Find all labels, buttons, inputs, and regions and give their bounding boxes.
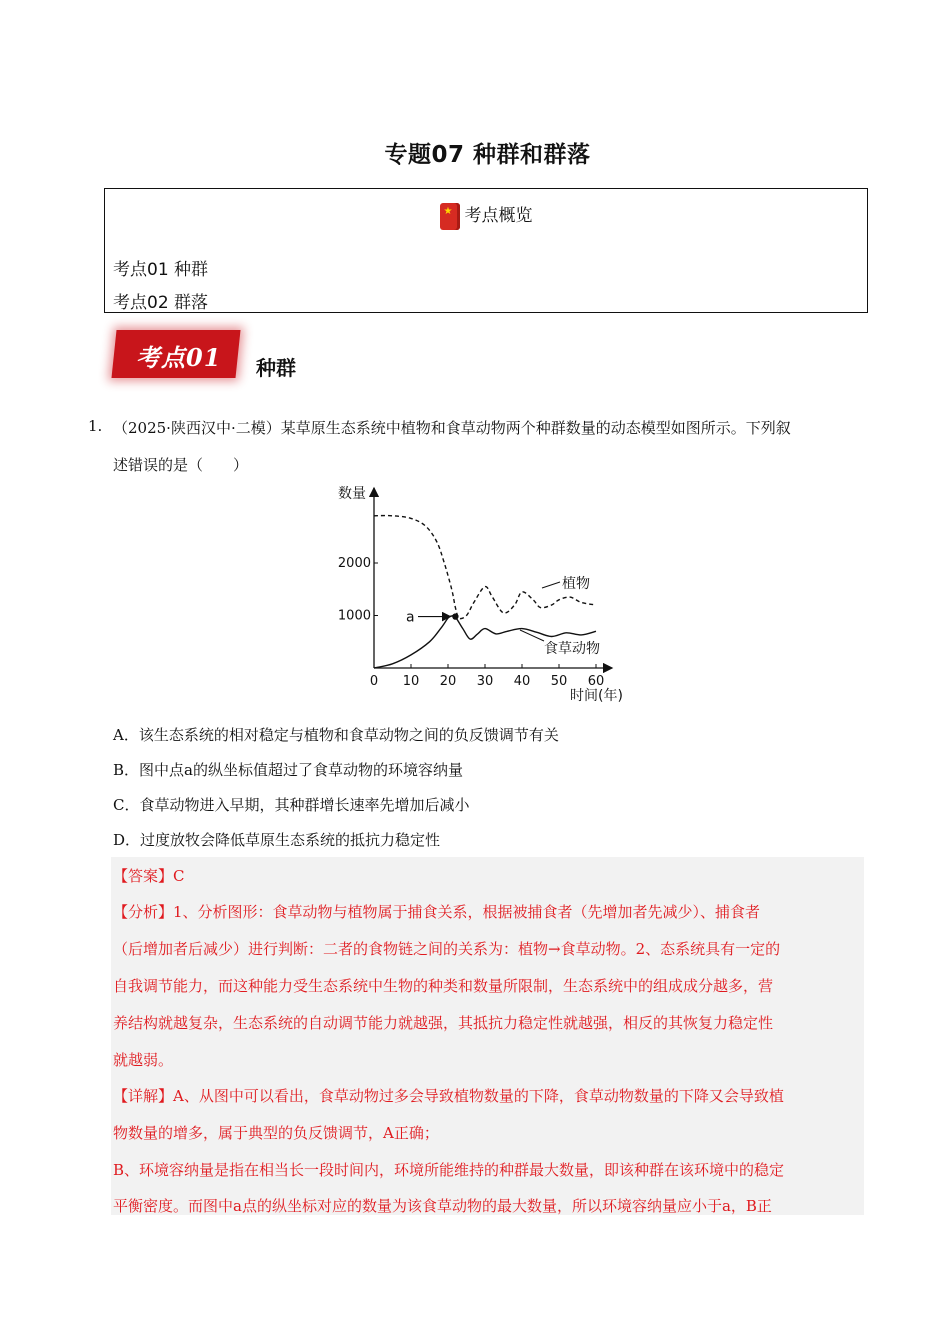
x-tick-label: 40 — [513, 674, 531, 689]
book-icon — [440, 203, 460, 230]
answer-line: 养结构就越复杂，生态系统的自动调节能力就越强，其抵抗力稳定性就越强，相反的其恢复力稳定性 — [113, 1014, 774, 1032]
overview-heading-row — [105, 201, 867, 230]
section-badge-label: 考点01 — [136, 343, 222, 372]
question-number: 1. — [88, 417, 103, 435]
answer-line: 【分析】1、分析图形：食草动物与植物属于捕食关系，根据被捕食者（先增加者先减少）、捕食者 — [113, 903, 761, 921]
y-axis-label: 数量 — [338, 486, 366, 502]
section-title: 种群 — [256, 356, 296, 380]
answer-line: 自我调节能力，而这种能力受生态系统中生物的种类和数量所限制，生态系统中的组成成分越多，营 — [113, 977, 774, 995]
question-stem-line-1: （2025·陕西汉中·二模）某草原生态系统中植物和食草动物两个种群数量的动态模型如图所示。下列叙 — [113, 419, 791, 437]
option-a: A．该生态系统的相对稳定与植物和食草动物之间的负反馈调节有关 — [113, 726, 559, 744]
page-title: 专题07 种群和群落 — [384, 142, 591, 168]
overview-heading: 考点概览 — [464, 206, 533, 226]
x-tick-label: 10 — [402, 674, 420, 689]
answer-line: 物数量的增多，属于典型的负反馈调节，A正确； — [113, 1124, 439, 1142]
option-c: C．食草动物进入早期，其种群增长速率先增加后减小 — [113, 796, 470, 814]
x-tick-label: 60 — [587, 674, 605, 689]
x-tick-label: 50 — [550, 674, 568, 689]
answer-line: 平衡密度。而图中a点的纵坐标对应的数量为该食草动物的最大数量，所以环境容纳量应小于a，B正 — [113, 1197, 772, 1215]
overview-item-1: 考点01 种群 — [113, 260, 209, 280]
answer-line: 就越弱。 — [113, 1051, 174, 1069]
y-tick-label: 2000 — [337, 556, 371, 571]
answer-line: B、环境容纳量是指在相当长一段时间内，环境所能维持的种群最大数量，即该种群在该环境中的稳定 — [113, 1161, 785, 1179]
option-d: D．过度放牧会降低草原生态系统的抵抗力稳定性 — [113, 831, 441, 849]
option-b: B．图中点a的纵坐标值超过了食草动物的环境容纳量 — [113, 761, 463, 779]
plant-series-line — [374, 516, 596, 619]
question-stem-line-2: 述错误的是（ ） — [113, 456, 249, 474]
x-tick-label: 0 — [369, 674, 379, 689]
x-tick-label: 30 — [476, 674, 494, 689]
plant-leader-line — [542, 582, 560, 588]
x-axis-label: 时间(年) — [570, 688, 623, 704]
point-a-marker — [452, 613, 458, 619]
overview-box — [104, 188, 868, 313]
plant-series-label: 植物 — [562, 576, 590, 592]
point-a-label: a — [406, 609, 415, 626]
answer-line: （后增加者后减少）进行判断：二者的食物链之间的关系为：植物→食草动物。2、态系统具有一定的 — [113, 940, 781, 958]
herbivore-leader-line — [520, 630, 544, 641]
x-tick-label: 20 — [439, 674, 457, 689]
answer-line: 【详解】A、从图中可以看出，食草动物过多会导致植物数量的下降，食草动物数量的下降又会导致植 — [113, 1087, 784, 1105]
answer-line: 【答案】C — [113, 867, 185, 885]
herbivore-series-label: 食草动物 — [544, 641, 600, 657]
y-tick-label: 1000 — [337, 608, 371, 624]
population-chart — [330, 478, 640, 710]
overview-item-2: 考点02 群落 — [113, 293, 209, 313]
